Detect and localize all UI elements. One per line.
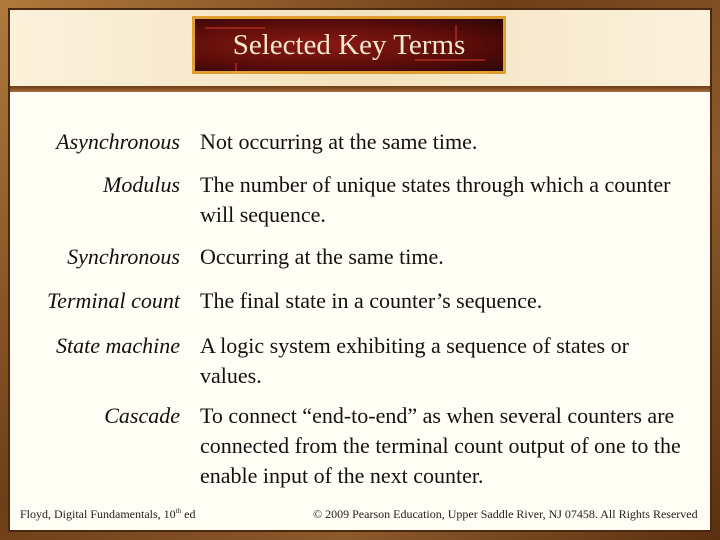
slide-title: Selected Key Terms [232,28,466,61]
footer-copyright: © 2009 Pearson Education, Upper Saddle River, NJ 07458. All Rights Reserved [313,507,698,521]
term-definition: A logic system exhibiting a sequence of states or values. [200,333,629,388]
footer-citation [20,507,195,522]
footer-citation-suffix: ed [181,507,196,521]
term-label: Terminal count [46,288,180,313]
term-definition: The number of unique states through which a counter will sequence. [200,172,671,227]
footer-citation-prefix: Floyd, Digital Fundamentals, 10 [20,507,176,521]
term-definition: Not occurring at the same time. [200,129,478,154]
term-definition: The final state in a counter’s sequence. [200,288,543,313]
term-definition: Occurring at the same time. [200,244,444,269]
footer-citation-superscript: th [175,507,182,515]
term-label: Modulus [103,172,180,197]
term-definition: To connect “end-to-end” as when several counters are connected from the terminal count output of one to the enable input of the next counter. [200,403,681,488]
term-label: Asynchronous [56,129,180,154]
term-label: Cascade [104,403,180,428]
header-divider [10,86,710,92]
term-label: State machine [55,333,180,358]
title-box [192,16,506,74]
term-label: Synchronous [67,244,180,269]
